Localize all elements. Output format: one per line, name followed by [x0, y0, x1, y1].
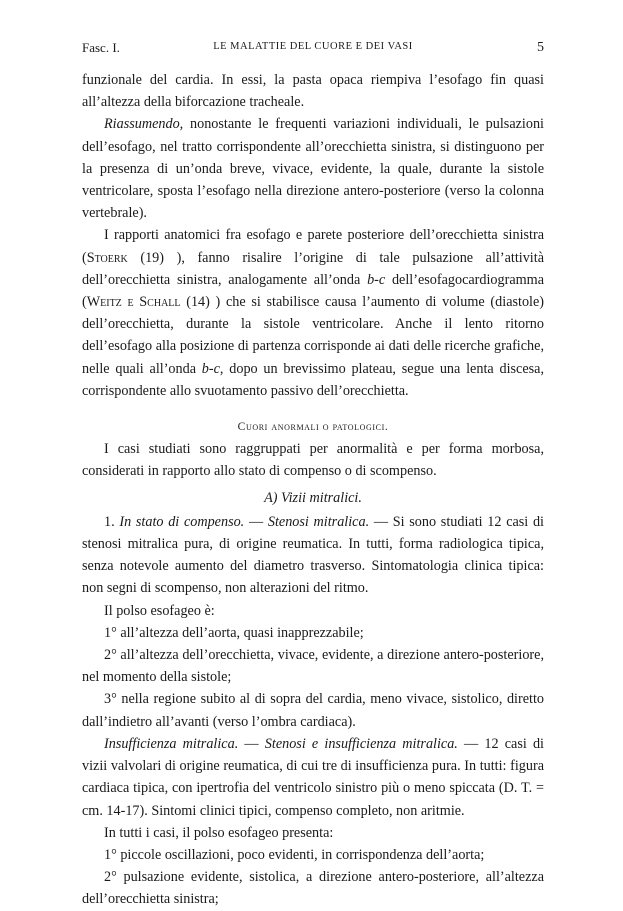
text-run: (14) ) che si stabilisce causa l’aumento di volume (diastole) dell’orecchietta, durante la sistole ventricolare. Anche il lento ritorno dell’esofago alla posizione di partenza corrisponde ai dati delle ricerche grafiche, nelle quali all’onda: [82, 294, 545, 377]
paragraph-insufficiency: [82, 733, 544, 822]
text-run: — Si sono studiati 12 casi di stenosi mitralica pura, di origine reumatica. In tutti, forma radiologica tipica, senza notevole aumento del diametro trasverso. Sintomatologia clinica tipica: non segni di scompenso, non alterazioni del ritmo.: [82, 513, 545, 597]
condition-label: Insufficienza mitralica.: [104, 735, 239, 752]
wave-label: b-c: [367, 271, 386, 288]
fascicle-label: Fasc. I.: [82, 40, 120, 55]
paragraph-anatomy: [82, 224, 544, 402]
text-run: — 12 casi di vizii valvolari di origine reumatica, di cui tre di insufficienza pura. In tutti: figura cardiaca tipica, con ipertrofia del ventricolo sinistro più o meno spiccata (D. T. = cm. 14-17). Sintomi clinici tipici, compenso completo, non aritmie.: [82, 735, 545, 819]
summary-text: nonostante le frequenti variazioni individuali, le pulsazioni dell’esofago, nel tratto corrispondente all’orecchietta sinistra, si distinguono per la presenza di un’onda breve, vivace, evidente, la quale, durante la sistole ventricolare, sposta l’esofago nella direzione antero-posteriore (verso la colonna vertebrale).: [82, 116, 544, 222]
condition-title: Stenosi e insufficienza mitralica.: [264, 735, 458, 752]
paragraph-continuation: funzionale del cardia. In essi, la pasta opaca riempiva l’esofago fin quasi all’altezza della biforcazione tracheale.: [82, 72, 544, 111]
paragraph-grouping: I casi studiati sono raggruppati per anormalità e per forma morbosa, considerati in rapporto allo stato di compenso o di scompenso.: [82, 441, 544, 480]
list-item: 3° nella regione subito al di sopra del cardia, meno vivace, sistolico, diretto dall’indietro all’avanti (verso l’ombra cardiaca).: [82, 691, 544, 730]
page-body: [82, 69, 544, 911]
paragraph-summary: [82, 113, 544, 224]
summary-lead: Riassumendo,: [104, 116, 184, 133]
paragraph-pulse-all: In tutti i casi, il polso esofageo presenta:: [104, 824, 334, 841]
list-item: 2° pulsazione evidente, sistolica, a direzione antero-posteriore, all’altezza dell’orecchietta sinistra;: [82, 869, 544, 908]
condition-title: Stenosi mitralica.: [267, 513, 370, 530]
item-number: 1.: [104, 513, 115, 530]
text-run: —: [244, 513, 268, 530]
paragraph-stenosis: [82, 511, 544, 600]
list-item: 1° piccole oscillazioni, poco evidenti, in corrispondenza dell’aorta;: [104, 846, 485, 863]
page-header: [82, 40, 544, 60]
citation-weitz-schall: Weitz e Schall: [86, 294, 181, 311]
list-item: 1° all’altezza dell’aorta, quasi inapprezzabile;: [104, 624, 364, 641]
section-heading: Cuori anormali o patologici.: [237, 421, 389, 434]
paragraph-pulse-intro: Il polso esofageo è:: [104, 602, 215, 619]
list-item: 2° all’altezza dell’orecchietta, vivace, evidente, a direzione antero-posteriore, nel momento della sistole;: [82, 647, 544, 686]
subheading-mitral: A) Vizii mitralici.: [264, 489, 362, 506]
text-run: dell’esofagocardiogramma (: [82, 271, 544, 311]
running-title: LE MALATTIE DEL CUORE E DEI VASI: [213, 41, 413, 52]
text-run: , dopo un brevissimo plateau, segue una lenta discesa, corrispondente allo svuotamento passivo dell’orecchietta.: [82, 360, 544, 399]
page-number: 5: [537, 40, 544, 55]
condition-label: In stato di compenso.: [119, 513, 245, 530]
text-run: —: [238, 735, 265, 752]
citation-stoerk: Stoerk: [86, 249, 128, 266]
text-run: I rapporti anatomici fra esofago e parete posteriore dell’orecchietta sinistra (: [82, 227, 544, 266]
text-run: (19) ), fanno risalire l’origine di tale pulsazione all’attività dell’orecchietta sinistra, analogamente all’onda: [82, 249, 544, 288]
wave-label: b-c: [201, 360, 220, 377]
